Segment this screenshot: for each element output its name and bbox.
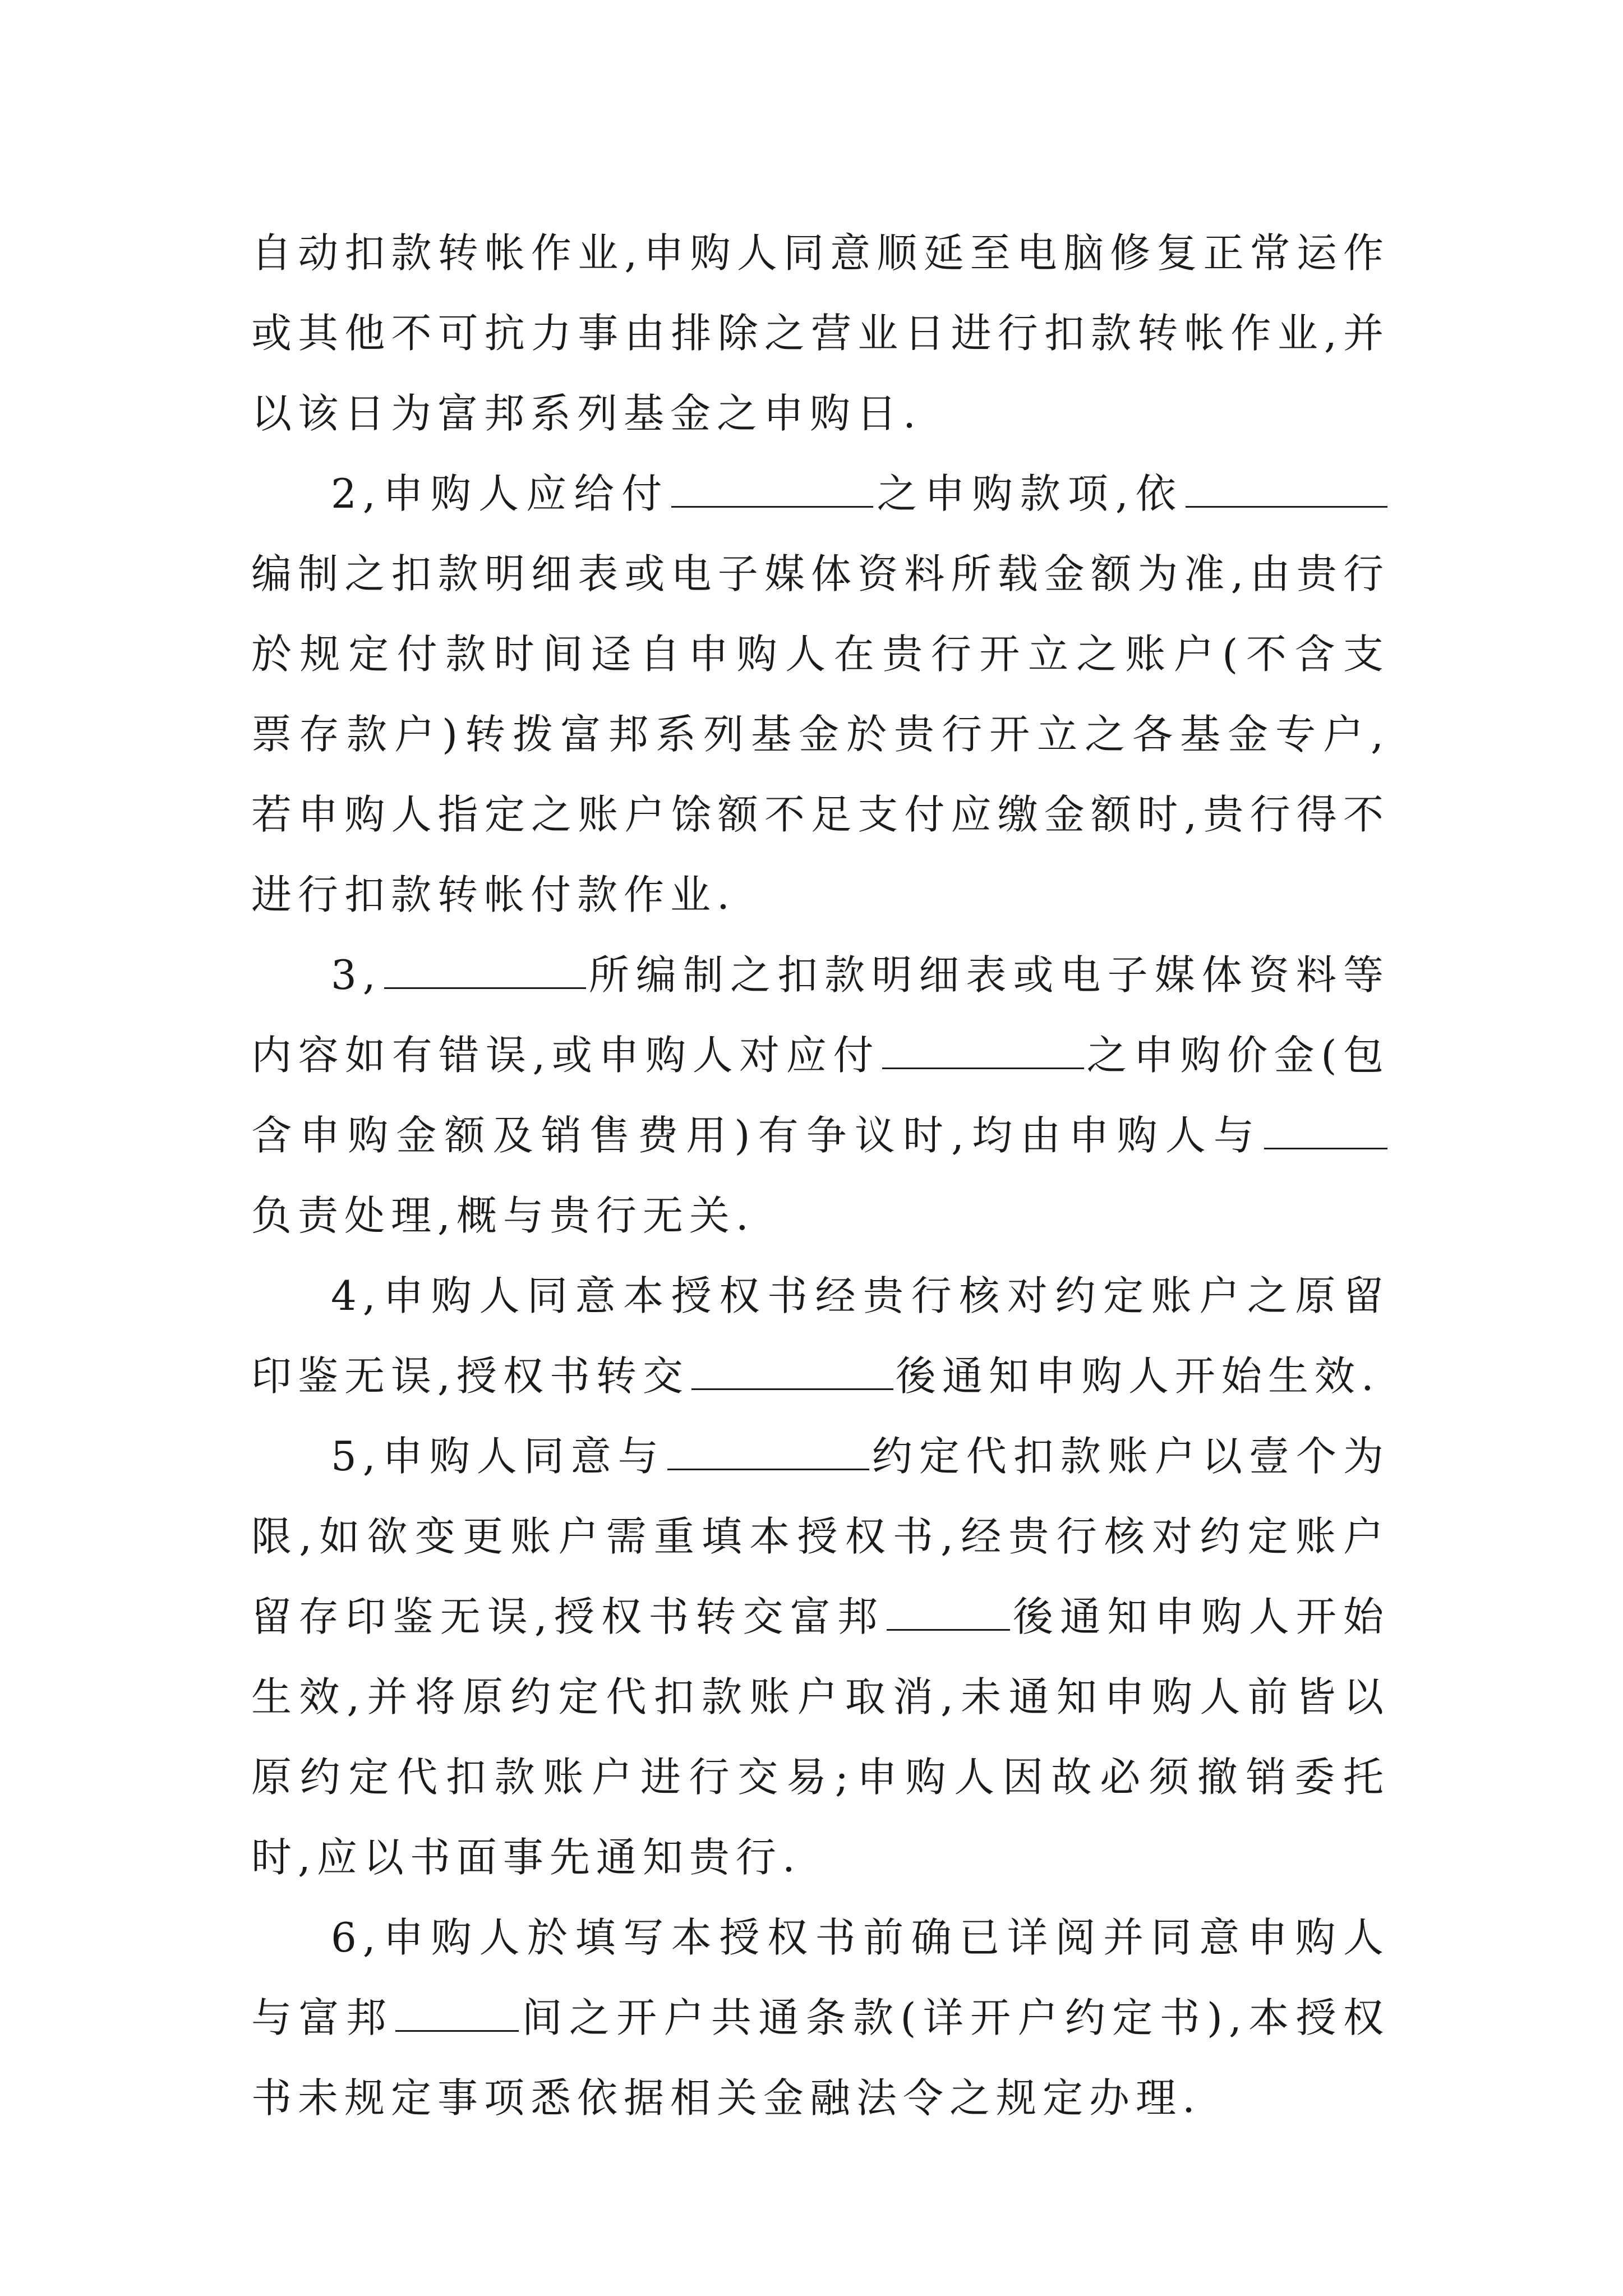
clause-text: 3, xyxy=(331,951,382,999)
clause-text: 後通知申购人开始生效,并将原约定代扣款账户取消,未通知申购人前皆以原约定代扣款账户进行交易;申购人因故必须撤销委托时,应以书面事先通知贵行. xyxy=(251,1593,1390,1881)
fill-blank[interactable] xyxy=(691,1355,893,1390)
clause-3 xyxy=(251,935,1390,1256)
clause-text: 编制之扣款明细表或电子媒体资料所载金额为准,由贵行於规定付款时间迳自申购人在贵行开立之账户(不含支票存款户)转拨富邦系列基金於贵行开立之各基金专户,若申购人指定之账户馀额不足支付应缴金额时,贵行得不进行扣款转帐付款作业. xyxy=(251,550,1390,918)
clause-text: 负责处理,概与贵行无关. xyxy=(251,1192,755,1239)
fill-blank[interactable] xyxy=(1186,472,1387,508)
clause-4 xyxy=(251,1256,1390,1416)
fill-blank[interactable] xyxy=(887,1595,1010,1631)
paragraph-continuation xyxy=(251,213,1390,454)
clause-5 xyxy=(251,1416,1390,1898)
clause-text: 後通知申购人开始生效. xyxy=(895,1352,1380,1400)
document-body xyxy=(251,213,1390,2138)
paragraph-text: 自动扣款转帐作业,申购人同意顺延至电脑修复正常运作或其他不可抗力事由排除之营业日进行扣款转帐作业,并以该日为富邦系列基金之申购日. xyxy=(251,229,1390,437)
clause-text: 之申购价金(包含申购金额及销售费用)有争议时,均由申购人与 xyxy=(251,1032,1390,1159)
clause-text: 5,申购人同意与 xyxy=(331,1433,665,1480)
clause-text: 2,申购人应给付 xyxy=(331,470,670,517)
clause-text: 6,申购人於填写本授权书前确已详阅并同意申购人与富邦 xyxy=(251,1914,1390,2041)
fill-blank[interactable] xyxy=(395,1996,519,2032)
clause-6 xyxy=(251,1898,1390,2138)
clause-text: 间之开户共通条款(详开户约定书),本授权书未规定事项悉依据相关金融法令之规定办理. xyxy=(251,1994,1390,2122)
clause-text: 之申购款项,依 xyxy=(875,470,1183,517)
fill-blank[interactable] xyxy=(671,472,873,508)
fill-blank[interactable] xyxy=(882,1034,1084,1069)
clause-text: 约定代扣款账户以壹个为限,如欲变更账户需重填本授权书,经贵行核对约定账户留存印鉴无误,授权书转交富邦 xyxy=(251,1433,1390,1640)
fill-blank[interactable] xyxy=(667,1435,869,1470)
clause-text: 所编制之扣款明细表或电子媒体资料等内容如有错误,或申购人对应付 xyxy=(251,951,1390,1079)
fill-blank[interactable] xyxy=(1264,1114,1387,1149)
clause-text: 4,申购人同意本授权书经贵行核对约定账户之原留印鉴无误,授权书转交 xyxy=(251,1272,1390,1400)
fill-blank[interactable] xyxy=(384,954,586,989)
clause-2 xyxy=(251,454,1390,935)
